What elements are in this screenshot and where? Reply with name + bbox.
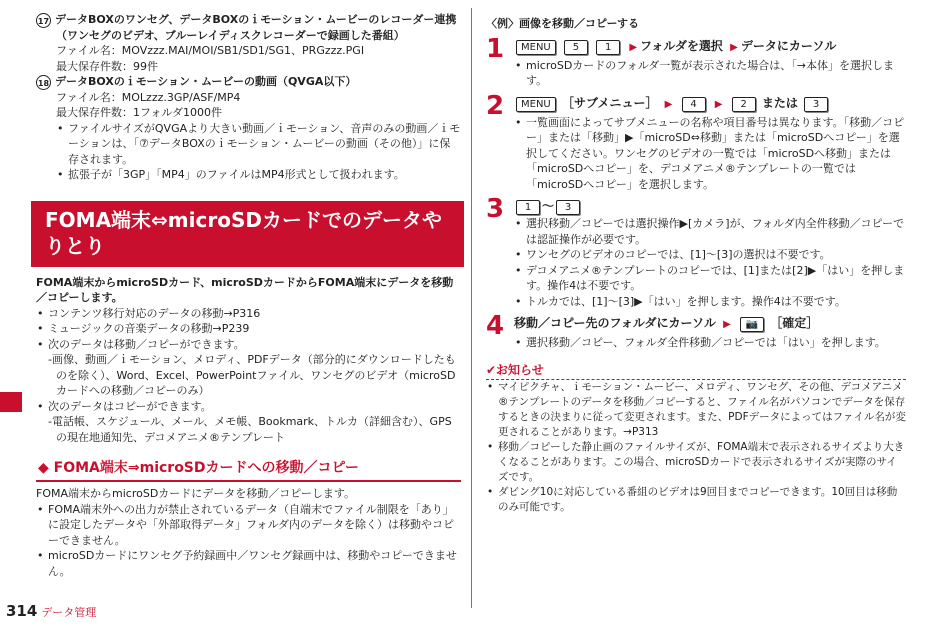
step-4 bbox=[486, 313, 906, 351]
subsection-bullets bbox=[36, 502, 461, 580]
step-2-notes bbox=[514, 115, 906, 193]
section-bullets-2 bbox=[36, 399, 461, 415]
arrow-icon: ▶ bbox=[629, 41, 638, 53]
list-item: • ファイルサイズがQVGAより大きい動画／ｉモーション、音声のみの動画／ｉモーションは、「⑦データBOXのｉモーション・ムービーの動画（その他）」に保存されます。 bbox=[56, 121, 461, 168]
step-4-title: 移動／コピー先のフォルダにカーソル ▶ 📷 ［確定］ bbox=[514, 316, 819, 330]
notes-heading: ✔お知らせ bbox=[486, 361, 906, 380]
step-1 bbox=[486, 33, 906, 89]
item-17-max: 最大保存件数：99件 bbox=[56, 59, 158, 73]
right-column bbox=[486, 16, 906, 515]
example-heading: 〈例〉画像を移動／コピーする bbox=[486, 17, 640, 30]
menu-key-icon: MENU bbox=[516, 97, 556, 112]
arrow-icon: ▶ bbox=[723, 319, 731, 330]
movable-data-list: -画像、動画／ｉモーション、メロディ、PDFデータ（部分的にダウンロードしたものを除く）、Word、Excel、PowerPointファイル、ワンセグのビデオ（microSDカードへの移動／コピーのみ） bbox=[48, 353, 456, 397]
left-column bbox=[36, 12, 461, 579]
section-title-box: FOMA端末⇔microSDカードでのデータやりとり bbox=[31, 201, 464, 267]
item-17-filename: ファイル名：MOVzzz.MAI/MOI/SB1/SD1/SG1、PRGzzz.PGI bbox=[56, 44, 365, 57]
column-divider bbox=[471, 8, 472, 608]
list-item: • 選択移動／コピーでは選択操作▶[カメラ]が、フォルダ内全件移動／コピーでは認証操作が必要です。 bbox=[514, 216, 906, 247]
arrow-icon: ▶ bbox=[714, 98, 723, 110]
key-1: 1 bbox=[596, 40, 620, 55]
camera-key-icon: 📷 bbox=[740, 317, 764, 332]
step-2-title: MENU ［サブメニュー］ ▶ 4 ▶ 2 または 3 bbox=[514, 93, 906, 115]
step-3-title: 1 ～ 3 bbox=[514, 196, 906, 216]
step-number: 4 bbox=[486, 311, 505, 341]
list-item: • 移動／コピーした静止画のファイルサイズが、FOMA端末で表示されるサイズより大きくなることがあります。この場合、microSDカードで表示されるサイズが実際のサイズです。 bbox=[486, 440, 906, 485]
notes-list bbox=[486, 380, 906, 515]
item-18-title: 18 データBOXのｉモーション・ムービーの動画（QVGA以下） bbox=[37, 75, 357, 88]
copyable-data-list: -電話帳、スケジュール、メール、メモ帳、Bookmark、トルカ（詳細含む）、GPSの現在地通知先、デコメアニメ®テンプレート bbox=[48, 415, 452, 444]
page-footer bbox=[6, 602, 96, 620]
key-5: 5 bbox=[564, 40, 588, 55]
subsection-heading: ◆ FOMA端末⇒microSDカードへの移動／コピー bbox=[36, 455, 461, 482]
item-18-max: 最大保存件数：1フォルダ1000件 bbox=[56, 106, 223, 119]
step-1-title: MENU 5 1 ▶ フォルダを選択 ▶ データにカーソル bbox=[514, 36, 906, 58]
key-4: 4 bbox=[682, 97, 706, 112]
list-item: • 次のデータは移動／コピーができます。 bbox=[36, 337, 461, 353]
page-number: 314 bbox=[6, 602, 38, 620]
step-number: 1 bbox=[486, 33, 505, 64]
key-2: 2 bbox=[732, 97, 756, 112]
menu-key-icon: MENU bbox=[516, 40, 556, 55]
list-item: • マイピクチャ、ｉモーション・ムービー、メロディ、ワンセグ、その他、デコメアニメ®テンプレートのデータを移動／コピーすると、ファイル名がパソコンでデータを保存するときの決まりに従って変更されます。また、PDFデータによってはファイル名が変更されることがあります。→P313 bbox=[486, 380, 906, 440]
step-1-notes bbox=[514, 58, 906, 89]
section-intro: FOMA端末からmicroSDカード、microSDカードからFOMA端末にデータを移動／コピーします。 bbox=[36, 275, 454, 304]
list-item: • 次のデータはコピーができます。 bbox=[36, 399, 461, 415]
step-3-notes bbox=[514, 216, 906, 309]
list-item: • デコメアニメ®テンプレートのコピーでは、[1]または[2]▶「はい」を押します。操作4は不要です。 bbox=[514, 263, 906, 294]
list-item: • 拡張子が「3GP」「MP4」のファイルはMP4形式として扱われます。 bbox=[56, 167, 461, 183]
list-item: • FOMA端末外への出力が禁止されているデータ（自端末でファイル制限を「あり」に設定したデータや「外部取得データ」フォルダ内のデータを除く）は移動やコピーできません。 bbox=[36, 502, 461, 549]
step-number: 2 bbox=[486, 90, 505, 121]
step-number: 3 bbox=[486, 194, 505, 224]
list-item: • トルカでは、[1]～[3]▶「はい」を押します。操作4は不要です。 bbox=[514, 294, 906, 310]
item-18-filename: ファイル名：MOLzzz.3GP/ASF/MP4 bbox=[56, 90, 241, 104]
list-item: • 選択移動／コピー、フォルダ全件移動／コピーでは「はい」を押します。 bbox=[514, 335, 906, 351]
subsection-intro: FOMA端末からmicroSDカードにデータを移動／コピーします。 bbox=[36, 487, 355, 500]
list-item: • ワンセグのビデオのコピーでは、[1]～[3]の選択は不要です。 bbox=[514, 247, 906, 263]
chapter-label: データ管理 bbox=[41, 606, 97, 619]
list-item: • ダビング10に対応している番組のビデオは9回目までコピーできます。10回目は移動のみ可能です。 bbox=[486, 485, 906, 515]
key-3: 3 bbox=[556, 200, 580, 215]
list-item: • コンテンツ移行対応のデータの移動→P316 bbox=[36, 306, 461, 322]
step-2 bbox=[486, 90, 906, 193]
arrow-icon: ▶ bbox=[664, 98, 673, 110]
item-17-title: 17 データBOXのワンセグ、データBOXのｉモーション・ムービーのレコーダー連携（ワンセグのビデオ、ブルーレイディスクレコーダーで録画した番組） bbox=[37, 13, 457, 42]
item-18-bullets bbox=[36, 121, 461, 183]
section-bullets-1 bbox=[36, 306, 461, 353]
list-item: • microSDカードのフォルダ一覧が表示された場合は、「→本体」を選択します。 bbox=[514, 58, 906, 89]
list-item: • microSDカードにワンセグ予約録画中／ワンセグ録画中は、移動やコピーできません。 bbox=[36, 548, 461, 579]
arrow-icon: ▶ bbox=[730, 41, 738, 53]
list-item: • 一覧画面によってサブメニューの名称や項目番号は異なります。「移動／コピー」または「移動」▶「microSD⇔移動」または「microSDへコピー」を選択してください。ワンセグのビデオの一覧では「microSDへ移動」または「microSDへコピー」を、デコメアニメ®テンプレートの一覧では「microSDへコピー」を選択します。 bbox=[514, 115, 906, 193]
list-item: • ミュージックの音楽データの移動→P239 bbox=[36, 321, 461, 337]
key-1: 1 bbox=[516, 200, 540, 215]
step-3 bbox=[486, 196, 906, 309]
key-3: 3 bbox=[804, 97, 828, 112]
section-tab-marker bbox=[0, 392, 22, 412]
step-4-notes bbox=[514, 335, 906, 351]
